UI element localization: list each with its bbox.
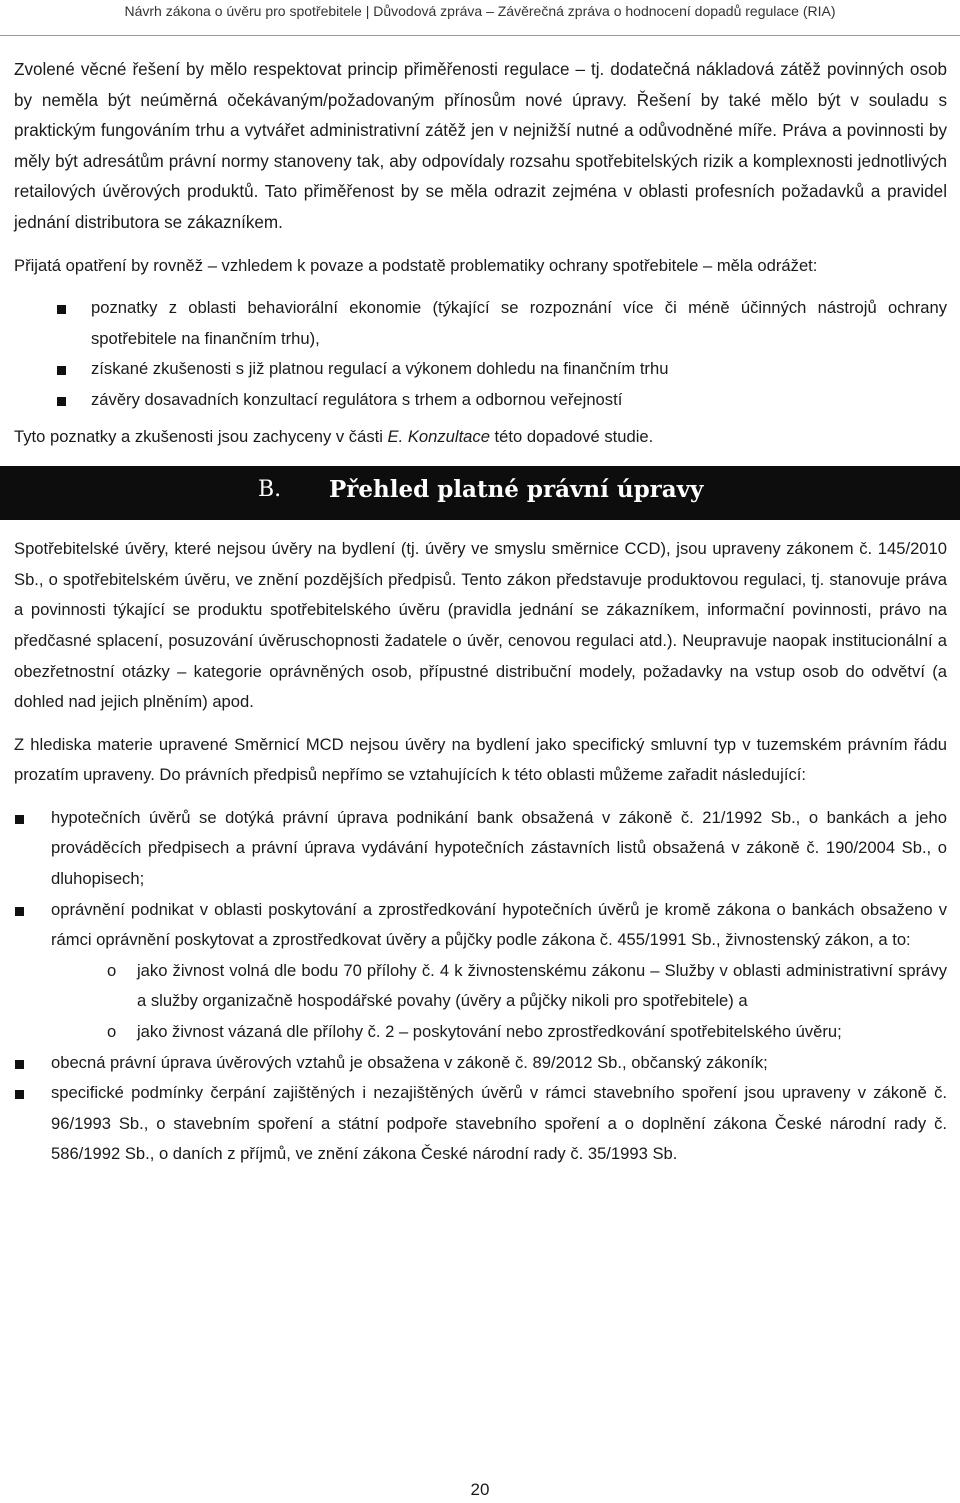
paragraph-mcd: Z hlediska materie upravené Směrnicí MCD nejsou úvěry na bydlení jako specifický smluvní typ v tuzemském právním řádu prozatím upraveny. Do právních předpisů nepřímo se vztahujících k této oblasti můžeme zařadit následující: — [14, 734, 947, 785]
legislation-list — [14, 803, 947, 1170]
page-number: 20 — [470, 1480, 490, 1499]
sub-list-item: o jako živnost vázaná dle přílohy č. 2 – poskytování nebo zprostředkování spotřebitelského úvěru; — [51, 1017, 947, 1048]
measures-list — [14, 293, 947, 415]
square-bullet-icon — [15, 907, 24, 916]
sub-list-item: o jako živnost volná dle bodu 70 přílohy č. 4 k živnostenskému zákonu – Služby v oblasti administrativní správy a služby organizačně hospodářské povahy (úvěry a půjčky nikoli pro spotřebitele) a — [51, 956, 947, 1017]
paragraph-consumer-credit: Spotřebitelské úvěry, které nejsou úvěry na bydlení (tj. úvěry ve smyslu směrnice CCD), jsou upraveny zákonem č. 145/2010 Sb., o spotřebitelském úvěru, ve znění pozdějších předpisů. Tento zákon představuje produktovou regulaci, tj. stanovuje práva a povinnosti týkající se produktu spotřebitelského úvěru (pravidla jednání se zákazníkem, informační povinnosti, právo na předčasné splacení, posuzování úvěruschopnosti žadatele o úvěr, cenovou regulaci atd.). Neupravuje naopak institucionální a obezřetnostní otázky – kategorie oprávněných osob, přípustné distribuční modely, požadavky na vstup osob do odvětví (a dohled nad jejich plněním) apod. — [14, 539, 947, 712]
paragraph-consultation-ref: Tyto poznatky a zkušenosti jsou zachyceny v části E. Konzultace této dopadové studie. — [14, 426, 654, 446]
list-item: specifické podmínky čerpání zajištěných i nezajištěných úvěrů v rámci stavebního spoření jsou upraveny v zákoně č. 96/1993 Sb., o stavebním spoření a státní podpoře stavebního spoření a o doplnění zákona České národní rady č. 586/1992 Sb., o daních z příjmů, ve znění zákona České národní rady č. 35/1993 Sb. — [14, 1078, 947, 1170]
square-bullet-icon — [57, 397, 66, 406]
paragraph-proportionality: Zvolené věcné řešení by mělo respektovat princip přiměřenosti regulace – tj. dodatečná nákladová zátěž povinných osob by neměla být neúměrná očekávaným/požadovaným přínosům nové úpravy. Řešení by také mělo být v souladu s praktickým fungováním trhu a vytvářet administrativní zátěž jen v nejnižší nutné a odůvodněné míře. Práva a povinnosti by měly být adresátům právní normy stanoveny tak, aby odpovídaly rozsahu spotřebitelských rizik a komplexnosti jednotlivých retailových úvěrových produktů. Tato přiměřenost by se měla odrazit zejména v oblasti profesních požadavků a pravidel jednání distributora se zákazníkem. — [14, 60, 947, 232]
section-reference: E. Konzultace — [387, 426, 490, 446]
list-item: obecná právní úprava úvěrových vztahů je obsažena v zákoně č. 89/2012 Sb., občanský zákoník; — [14, 1048, 947, 1079]
list-item: poznatky z oblasti behaviorální ekonomie (týkající se rozpoznání více či méně účinných nástrojů ochrany spotřebitele na finančním trhu), — [14, 293, 947, 354]
list-item: závěry dosavadních konzultací regulátora s trhem a odbornou veřejností — [14, 385, 947, 416]
sub-list — [51, 956, 947, 1048]
paragraph-measures-intro: Přijatá opatření by rovněž – vzhledem k povaze a podstatě problematiky ochrany spotřebitele – měla odrážet: — [14, 255, 818, 275]
circle-bullet-marker: o — [107, 1022, 117, 1042]
list-item: hypotečních úvěrů se dotýká právní úprava podnikání bank obsažená v zákoně č. 21/1992 Sb., o bankách a jeho prováděcích předpisech a právní úprava vydávání hypotečních zástavních listů obsažená v zákoně č. 190/2004 Sb., o dluhopisech; — [14, 803, 947, 895]
square-bullet-icon — [57, 366, 66, 375]
section-title: Přehled platné právní úpravy — [329, 476, 704, 504]
square-bullet-icon — [15, 1060, 24, 1069]
square-bullet-icon — [15, 815, 24, 824]
list-item: získané zkušenosti s již platnou regulací a výkonem dohledu na finančním trhu — [14, 354, 947, 385]
square-bullet-icon — [57, 305, 66, 314]
section-number: B. — [258, 477, 282, 503]
square-bullet-icon — [15, 1090, 24, 1099]
circle-bullet-marker: o — [107, 960, 117, 980]
running-header: Návrh zákona o úvěru pro spotřebitele | Důvodová zpráva – Závěrečná zpráva o hodnocení dopadů regulace (RIA) — [0, 0, 960, 36]
section-heading — [0, 466, 960, 520]
list-item: oprávnění podnikat v oblasti poskytování a zprostředkování hypotečních úvěrů je kromě zákona o bankách obsaženo v rámci oprávnění poskytovat a zprostředkovat úvěry a půjčky podle zákona č. 455/1991 Sb., živnostenský zákon, a to: o jako živnost volná dle bodu 70 přílohy č. 4 k živnostenskému zákonu – Služby v oblasti administrativní správy a služby organizačně hospodářské povahy (úvěry a půjčky nikoli pro spotřebitele) a o jako živnost vázaná dle přílohy č. 2 – poskytování nebo zprostředkování spotřebitelského úvěru; — [14, 895, 947, 1048]
document-body — [14, 55, 947, 1176]
